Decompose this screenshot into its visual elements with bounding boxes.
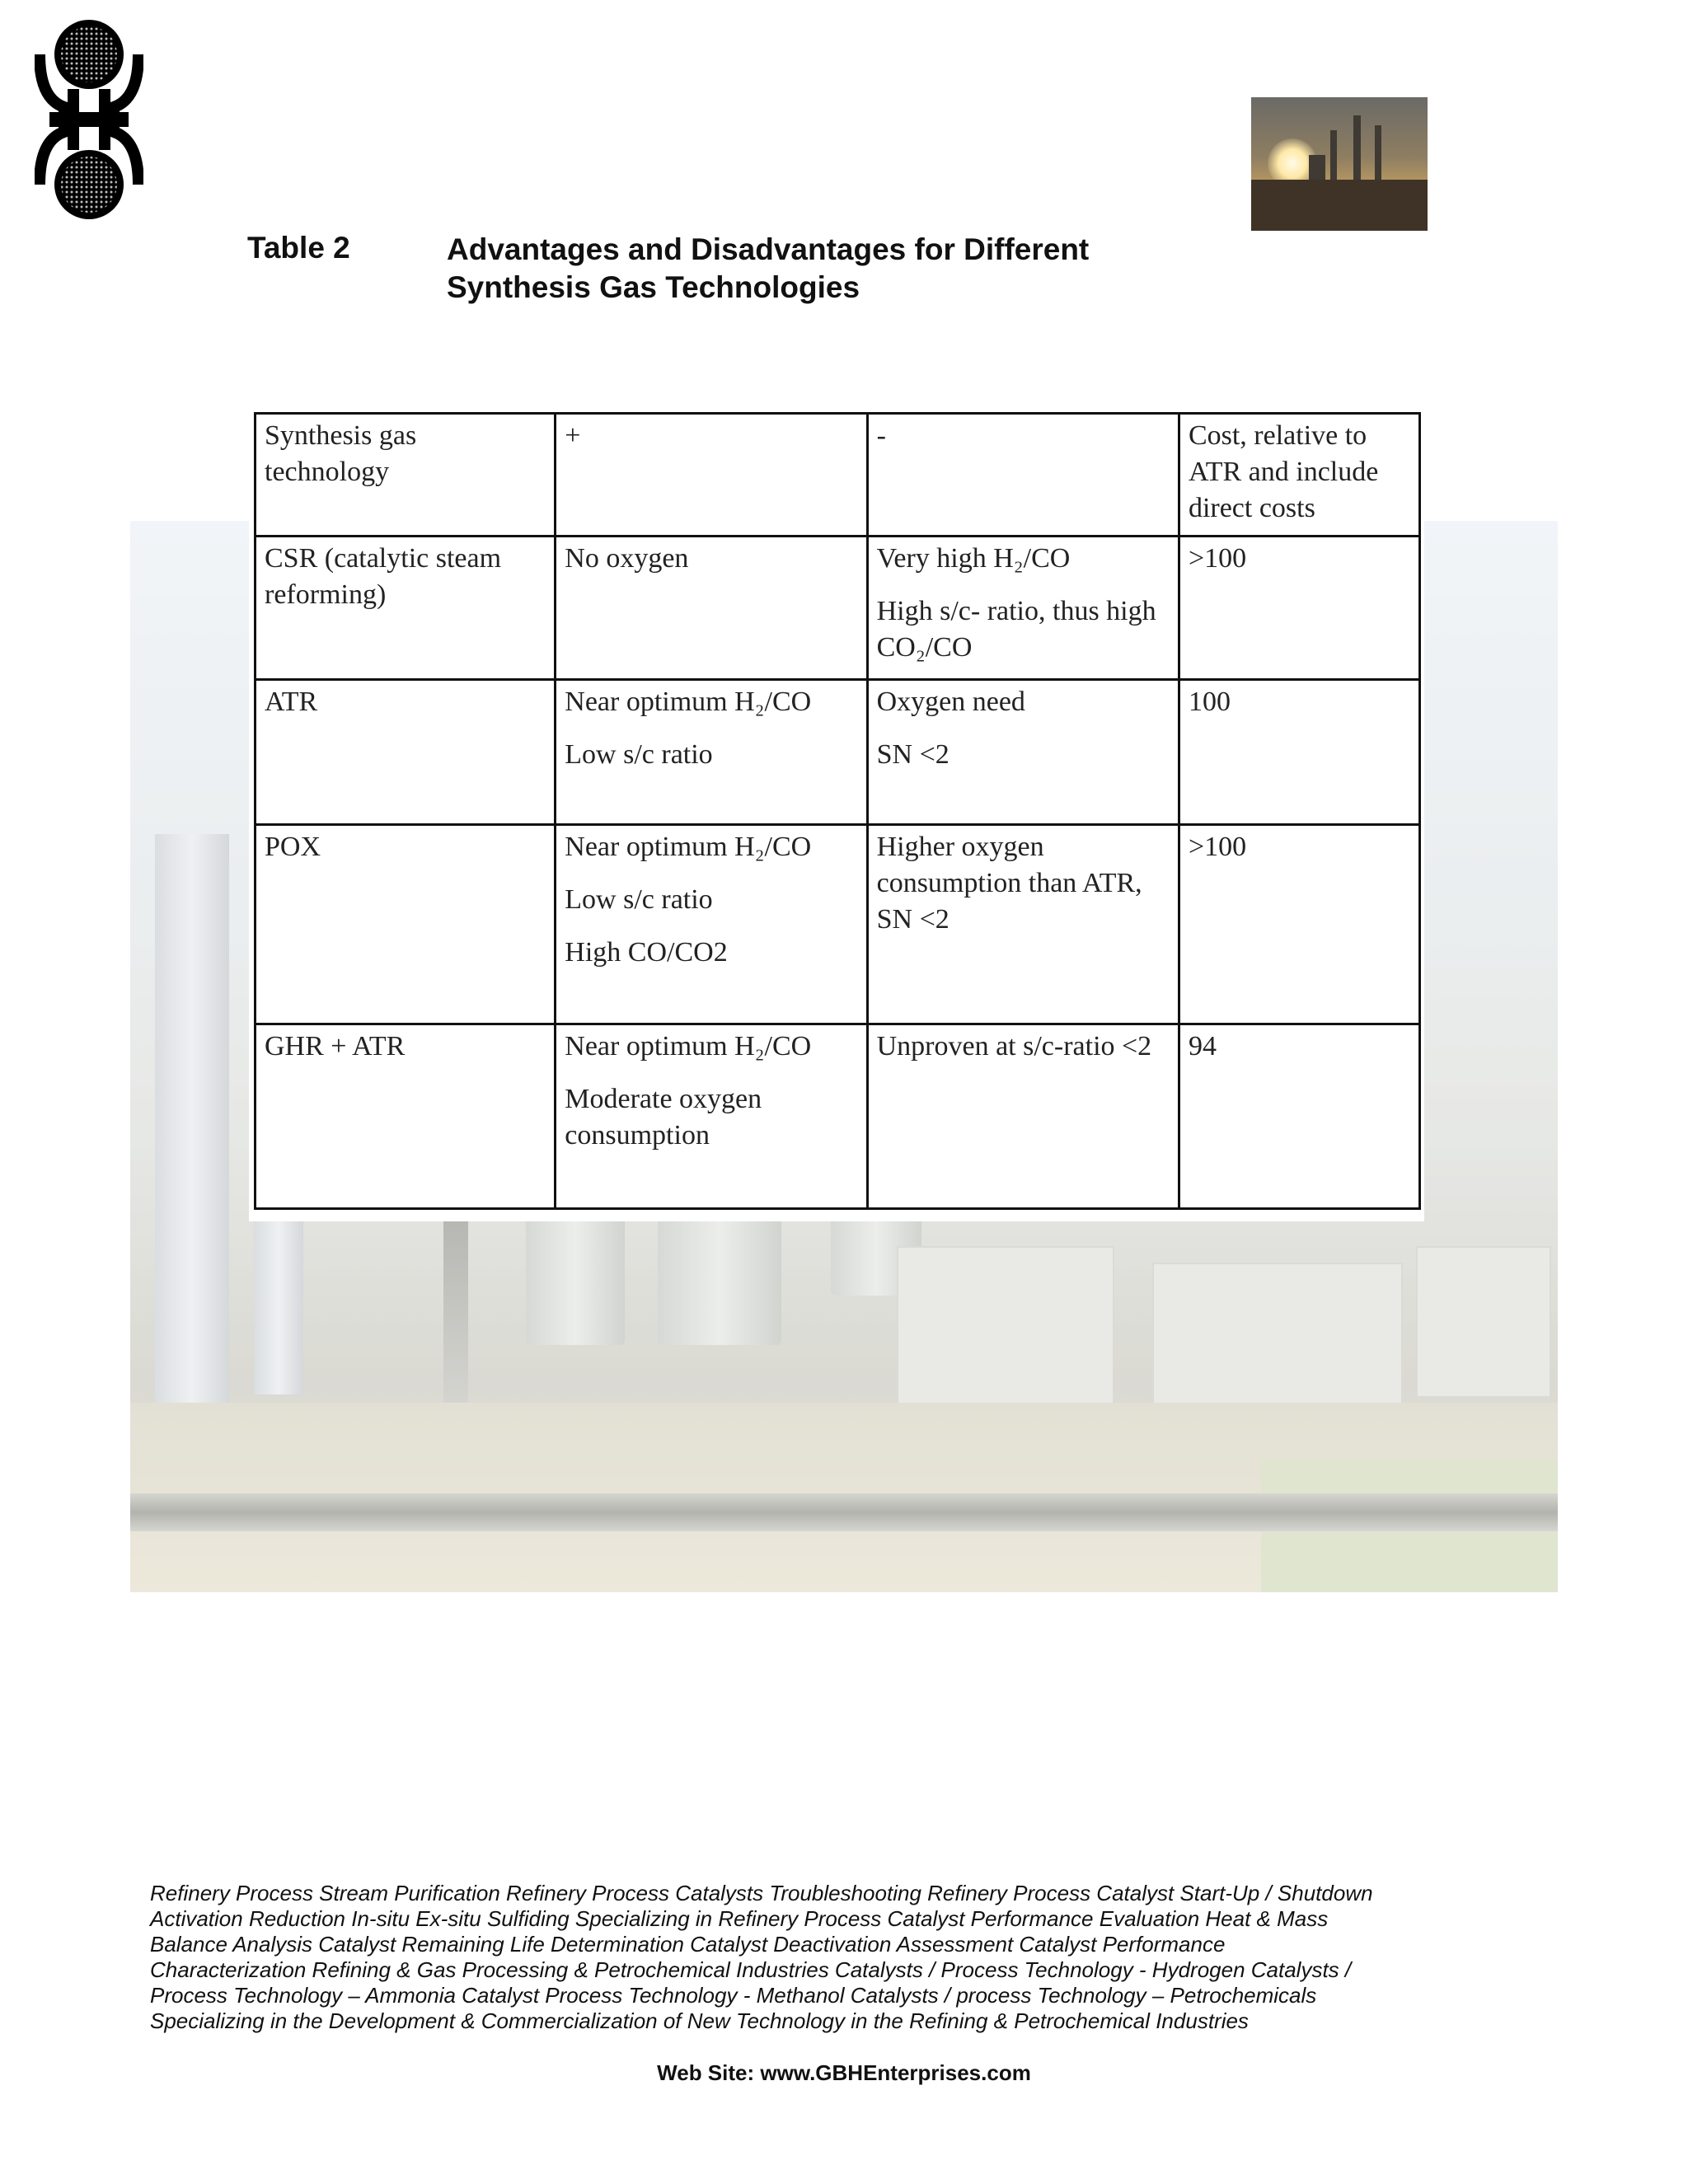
cell-cons — [867, 537, 1179, 680]
gbh-logo-icon — [35, 16, 143, 223]
table-row — [256, 537, 1420, 680]
cell-cons — [867, 1024, 1179, 1209]
synthesis-gas-table — [254, 412, 1421, 1210]
con-item: Very high H₂/CO — [876, 543, 1071, 574]
footer-line: Characterization Refining & Gas Processing & Petrochemical Industries Catalysts / Process Technology - Hydrogen Catalysts / — [150, 1957, 1352, 1982]
footer-line: Activation Reduction In-situ Ex-situ Sulfiding Specializing in Refinery Process Catalyst Performance Evaluation Heat & Mass — [150, 1906, 1329, 1931]
table-header-row — [256, 414, 1420, 537]
con-item: Higher oxygen consumption than ATR, SN <2 — [876, 832, 1142, 935]
pro-item: Near optimum H₂/CO — [565, 1031, 812, 1062]
website-link[interactable]: Web Site: www.GBHEnterprises.com — [657, 2060, 1031, 2085]
table-title-line-2: Synthesis Gas Technologies — [447, 270, 860, 304]
footer-line: Refinery Process Stream Purification Refinery Process Catalysts Troubleshooting Refinery Process Catalyst Start-Up / Shutdown — [150, 1881, 1373, 1905]
header-cost: Cost, relative to ATR and include direct costs — [1179, 414, 1419, 537]
con-item: High s/c- ratio, thus high CO₂/CO — [876, 596, 1156, 663]
pro-item: Low s/c ratio — [565, 739, 713, 770]
cell-technology: ATR — [256, 680, 556, 825]
cell-cost: >100 — [1179, 537, 1419, 680]
refinery-sunset-photo — [1251, 97, 1428, 231]
cell-cost: 94 — [1179, 1024, 1419, 1209]
cell-cons — [867, 680, 1179, 825]
pro-item: Low s/c ratio — [565, 884, 713, 915]
pro-item: High CO/CO2 — [565, 937, 728, 968]
cell-pros — [556, 680, 867, 825]
table-row — [256, 825, 1420, 1024]
pro-item: Moderate oxygen consumption — [565, 1084, 762, 1151]
header-advantages: + — [556, 414, 867, 537]
cell-pros — [556, 1024, 867, 1209]
con-item: Unproven at s/c-ratio <2 — [876, 1031, 1152, 1062]
pro-item: Near optimum H₂/CO — [565, 832, 812, 862]
cell-technology: CSR (catalytic steam reforming) — [256, 537, 556, 680]
footer-services-text — [150, 1881, 1436, 2034]
cell-cost: >100 — [1179, 825, 1419, 1024]
header-disadvantages: - — [867, 414, 1179, 537]
table-panel — [249, 409, 1424, 1221]
footer-line: Specializing in the Development & Commercialization of New Technology in the Refining & Petrochemical Industries — [150, 2008, 1249, 2033]
cell-technology: GHR + ATR — [256, 1024, 556, 1209]
table-title — [447, 231, 1189, 307]
footer-line: Process Technology – Ammonia Catalyst Process Technology - Methanol Catalysts / process Technology – Petrochemicals — [150, 1983, 1317, 2008]
con-item: SN <2 — [876, 739, 950, 770]
table-title-line-1: Advantages and Disadvantages for Different — [447, 232, 1090, 266]
pro-item: No oxygen — [565, 543, 689, 574]
cell-pros — [556, 825, 867, 1024]
header-technology: Synthesis gas technology — [256, 414, 556, 537]
cell-technology: POX — [256, 825, 556, 1024]
cell-pros — [556, 537, 867, 680]
table-row — [256, 680, 1420, 825]
cell-cons — [867, 825, 1179, 1024]
con-item: Oxygen need — [876, 687, 1025, 717]
table-label: Table 2 — [247, 231, 350, 265]
cell-cost: 100 — [1179, 680, 1419, 825]
table-row — [256, 1024, 1420, 1209]
footer-line: Balance Analysis Catalyst Remaining Life Determination Catalyst Deactivation Assessment Catalyst Performance — [150, 1932, 1226, 1957]
pro-item: Near optimum H₂/CO — [565, 687, 812, 717]
